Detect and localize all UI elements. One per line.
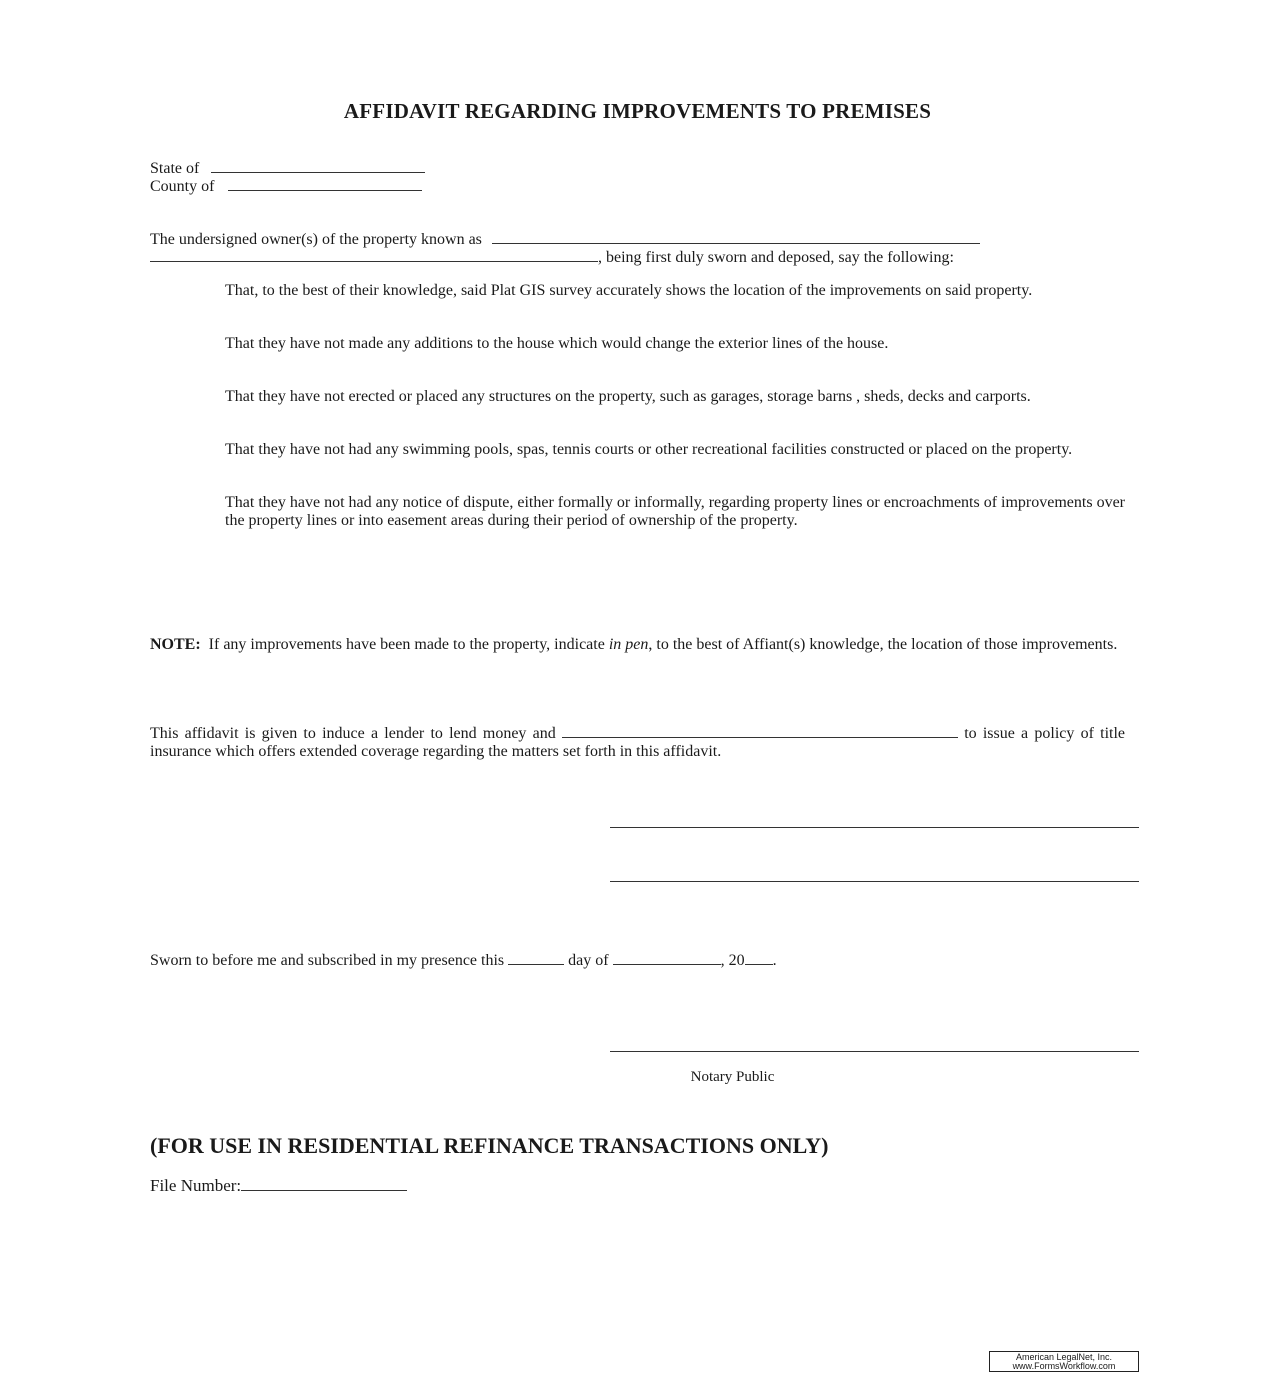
file-number-blank[interactable] bbox=[241, 1176, 407, 1191]
year-blank[interactable] bbox=[745, 950, 773, 965]
statement-1: That, to the best of their knowledge, said Plat GIS survey accurately shows the location of the improvements on said property. bbox=[225, 282, 1033, 299]
month-blank[interactable] bbox=[613, 950, 721, 965]
sworn-text-1: Sworn to before me and subscribed in my presence this bbox=[150, 952, 505, 969]
note-text-after: , to the best of Affiant(s) knowledge, the location of those improvements. bbox=[648, 636, 1118, 653]
county-line bbox=[150, 176, 422, 196]
file-number-line bbox=[150, 1176, 407, 1195]
sworn-text-3: , 20 bbox=[720, 952, 745, 969]
statement-2: That they have not made any additions to the house which would change the exterior lines of the house. bbox=[225, 335, 889, 352]
sworn-line bbox=[150, 950, 777, 970]
inducement-before: This affidavit is given to induce a lender to lend money and bbox=[150, 725, 556, 742]
affiant-signature-line-1[interactable] bbox=[610, 827, 1139, 828]
note-label: NOTE: bbox=[150, 636, 201, 653]
title-company-blank[interactable] bbox=[562, 724, 958, 738]
notary-signature-line[interactable] bbox=[610, 1051, 1139, 1052]
file-number-label: File Number: bbox=[150, 1176, 242, 1195]
notary-label: Notary Public bbox=[690, 1069, 775, 1085]
intro-text: The undersigned owner(s) of the property known as bbox=[150, 231, 482, 248]
statement-5: That they have not had any notice of dispute, either formally or informally, regarding property lines or encroachments of improvements over the property lines or into easement areas during their period of ownership of the property. bbox=[225, 494, 1126, 529]
refinance-heading: (FOR USE IN RESIDENTIAL REFINANCE TRANSACTIONS ONLY) bbox=[150, 1133, 829, 1158]
note-text-before: If any improvements have been made to the property, indicate bbox=[208, 636, 605, 653]
inducement-paragraph bbox=[150, 724, 1125, 761]
sworn-text-4: . bbox=[772, 952, 777, 969]
footer-company: American LegalNet, Inc. bbox=[1015, 1352, 1113, 1362]
intro-line-2 bbox=[150, 247, 954, 267]
note-paragraph bbox=[150, 636, 1125, 654]
statement-4: That they have not had any swimming pools, spas, tennis courts or other recreational facilities constructed or placed on the property. bbox=[225, 441, 1073, 458]
intro-suffix: , being first duly sworn and deposed, say the following: bbox=[598, 249, 954, 266]
affiant-signature-line-2[interactable] bbox=[610, 881, 1139, 882]
state-line bbox=[150, 158, 425, 178]
county-label: County of bbox=[150, 178, 215, 195]
document-title: AFFIDAVIT REGARDING IMPROVEMENTS TO PREMISES bbox=[343, 99, 932, 123]
day-blank[interactable] bbox=[508, 950, 564, 965]
footer-stamp bbox=[989, 1351, 1139, 1372]
note-emphasis: in pen bbox=[608, 636, 649, 653]
state-label: State of bbox=[150, 160, 200, 177]
inducement-after: to issue a policy of title insurance which offers extended coverage regarding the matters set forth in this affidavit. bbox=[150, 725, 1126, 760]
footer-website: www.FormsWorkflow.com bbox=[1012, 1361, 1116, 1371]
property-blank-continued[interactable] bbox=[150, 247, 598, 262]
intro-line-1 bbox=[150, 229, 980, 249]
statement-3: That they have not erected or placed any structures on the property, such as garages, storage barns , sheds, decks and carports. bbox=[225, 388, 1031, 405]
county-blank[interactable] bbox=[228, 176, 422, 191]
sworn-text-2: day of bbox=[568, 952, 609, 969]
property-blank[interactable] bbox=[492, 229, 980, 244]
state-blank[interactable] bbox=[211, 158, 425, 173]
